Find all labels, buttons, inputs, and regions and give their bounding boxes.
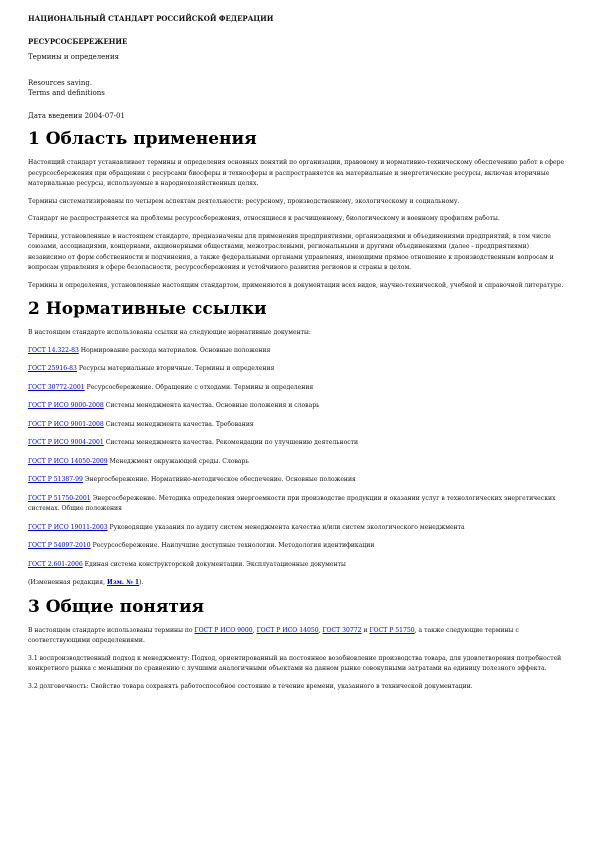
reference-item <box>28 401 568 412</box>
reference-item <box>28 494 568 515</box>
normative-references-list <box>28 346 568 571</box>
term-definition: 3.1 воспроизводственный подход к менеджменту: Подход, ориентированный на постоянное возобновление производства товара, для удовлетворения потребностей конкретного рынка с меньшими по сравнению с лучшими аналогичными объектами на данном рынке совокупными затратами на единицу полезного эффекта. <box>28 654 562 672</box>
section-1-paragraph: Стандарт не распространяется на проблемы ресурсосбережения, относящиеся к расчищенному, биологическому и военному профилям работы. <box>28 215 500 222</box>
section-1-paragraph: Настоящий стандарт устанавливает термины и определения основных понятий по организации, правовому и нормативно-техническому обеспечению работ в сфере ресурсосбережения при обращении с ресурсами биосферы и техносферы и распространяется на материальные и энергетические ресурсы, включая вторичные материальные ресурсы, используемые в народнохозяйственных целях. <box>28 159 565 187</box>
reference-item <box>28 475 568 486</box>
document-page <box>28 14 568 699</box>
reference-link[interactable]: ГОСТ 30772-2001 <box>28 383 85 391</box>
reference-item <box>28 560 568 571</box>
reference-item <box>28 438 568 449</box>
reference-text: Единая система конструкторской документации. Эксплуатационные документы <box>82 560 346 568</box>
reference-text: Руководящие указания по аудиту систем менеджмента качества и/или систем экологического менеджмента <box>107 523 465 531</box>
reference-item <box>28 420 568 431</box>
intro-text: В настоящем стандарте использованы термины по <box>28 626 195 634</box>
reference-text: Системы менеджмента качества. Рекомендации по улучшению деятельности <box>103 439 359 446</box>
separator: , <box>318 626 323 634</box>
reference-item <box>28 523 568 534</box>
reference-link[interactable]: ГОСТ Р ИСО 9000-2008 <box>28 402 104 409</box>
amendment-link[interactable]: Изм. № 1 <box>106 579 140 586</box>
separator: , <box>252 626 257 634</box>
section-1-paragraph: Термины и определения, установленные настоящим стандартом, применяются в документации всех видов, научно-технической, учебной и справочной литературе. <box>28 281 564 289</box>
document-subtitle: Термины и определения <box>28 53 120 61</box>
section-3-heading: 3 Общие понятия <box>28 596 205 617</box>
reference-link[interactable]: ГОСТ Р 51750-2001 <box>28 494 91 502</box>
document-title: РЕСУРСОСБЕРЕЖЕНИЕ <box>28 37 128 46</box>
reference-link[interactable]: ГОСТ 25916-83 <box>28 365 77 372</box>
reference-link[interactable]: ГОСТ Р ИСО 19011-2003 <box>28 523 108 531</box>
introduction-date: Дата введения 2004-07-01 <box>28 112 125 120</box>
section-2-intro: В настоящем стандарте использованы ссылки на следующие нормативные документы: <box>28 329 311 336</box>
reference-text: Системы менеджмента качества. Основные положения и словарь <box>103 402 320 409</box>
reference-link[interactable]: ГОСТ Р ИСО 9001-2008 <box>28 420 104 428</box>
reference-link[interactable]: ГОСТ Р ИСО 9004-2001 <box>28 439 104 446</box>
reference-link[interactable]: ГОСТ Р 54097-2010 <box>28 542 91 549</box>
reference-item <box>28 364 568 375</box>
term-source-link[interactable]: ГОСТ Р ИСО 9000 <box>194 626 253 634</box>
standard-title: НАЦИОНАЛЬНЫЙ СТАНДАРТ РОССИЙСКОЙ ФЕДЕРАЦИИ <box>28 14 274 23</box>
reference-item <box>28 541 568 552</box>
reference-text: Ресурсосбережение. Обращение с отходами. Термины и определения <box>84 383 314 391</box>
section-1-paragraph: Термины систематизированы по четырем аспектам деятельности: ресурсному, производственному, экологическому и социальному. <box>28 197 460 205</box>
section-1-heading: 1 Область применения <box>28 129 257 149</box>
reference-item <box>28 457 568 468</box>
reference-item <box>28 383 568 394</box>
term-definition: 3.2 долговечность: Свойство товара сохранять работоспособное состояние в течение времени, указанного в технической документации. <box>28 682 473 690</box>
reference-item <box>28 346 568 357</box>
reference-text: Системы менеджмента качества. Требования <box>103 420 254 428</box>
section-3-intro <box>28 626 568 647</box>
term-source-link[interactable]: ГОСТ Р ИСО 14050 <box>256 626 319 634</box>
reference-link[interactable]: ГОСТ Р ИСО 14050-2009 <box>28 457 108 465</box>
english-title: Resources saving. <box>28 79 93 87</box>
reference-text: Энергосбережение. Нормативно-методическое обеспечение. Основные положения <box>82 476 356 483</box>
reference-link[interactable]: ГОСТ 14.322-83 <box>28 346 79 354</box>
amendment-text-end: ). <box>139 579 144 586</box>
reference-text: Ресурсосбережение. Наилучшие доступные технологии. Методология идентификации <box>90 542 375 549</box>
reference-text: Менеджмент окружающей среды. Словарь <box>107 457 249 465</box>
section-1-paragraph: Термины, установленные в настоящем стандарте, предназначены для применения предприятиями, организациями и объединениями предприятий, в том числе союзами, ассоциациями, концернами, акционерными обществами, межотраслевыми, региональными и другими объединениями (далее - предприятиями) независимо от форм собственности и подчинения, а также федеральными органами управления, имеющими прямое отношение к производственным вопросам и вопросам управления в сфере безопасности, ресурсосбережения и устойчивого развития регионов и страны в целом. <box>28 232 554 271</box>
reference-text: Ресурсы материальные вторичные. Термины и определения <box>76 365 275 372</box>
english-subtitle: Terms and definitions <box>28 89 105 97</box>
amendment-text: (Измененная редакция, <box>28 579 107 586</box>
reference-link[interactable]: ГОСТ 2.601-2006 <box>28 560 83 568</box>
intro-text-end: , а также следующие термины с соответствующими определениями. <box>28 626 519 644</box>
separator: и <box>361 626 370 634</box>
term-source-link[interactable]: ГОСТ 30772 <box>322 626 362 634</box>
section-2-heading: 2 Нормативные ссылки <box>28 299 267 319</box>
reference-text: Нормирование расхода материалов. Основные положения <box>78 346 271 354</box>
term-source-link[interactable]: ГОСТ Р 51750 <box>369 626 415 634</box>
reference-text: Энергосбережение. Методика определения энергоемкости при производстве продукции и оказании услуг в технологических энергетических системах. Общие положения <box>28 494 556 512</box>
amendment-note <box>28 578 568 589</box>
reference-link[interactable]: ГОСТ Р 51387-99 <box>28 476 83 483</box>
